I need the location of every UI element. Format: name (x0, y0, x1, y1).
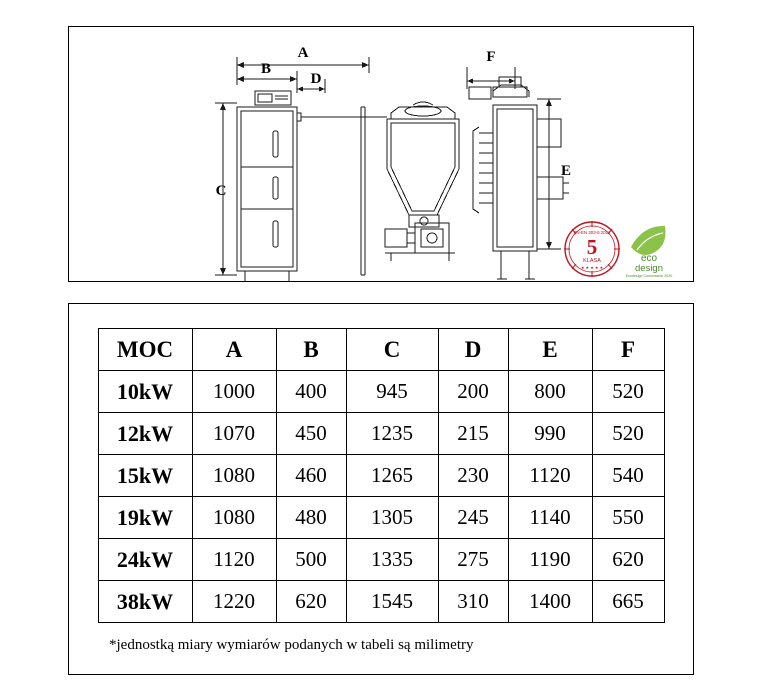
cell-e: 1120 (508, 455, 592, 497)
dimension-label-A: A (297, 45, 309, 61)
row-power-label: 24kW (98, 539, 192, 581)
cell-a: 1080 (192, 455, 276, 497)
cell-f: 665 (592, 581, 664, 623)
cell-c: 1235 (346, 413, 438, 455)
svg-text:KLASA: KLASA (583, 258, 601, 264)
cell-b: 400 (276, 371, 346, 413)
cell-b: 460 (276, 455, 346, 497)
table-header-row (98, 329, 664, 371)
svg-text:★ ★ ★ ★ ★: ★ ★ ★ ★ ★ (580, 265, 604, 270)
column-header-moc: MOC (98, 329, 192, 371)
cell-a: 1220 (192, 581, 276, 623)
cell-e: 990 (508, 413, 592, 455)
cell-f: 520 (592, 413, 664, 455)
cell-b: 620 (276, 581, 346, 623)
column-header-b: B (276, 329, 346, 371)
cell-c: 945 (346, 371, 438, 413)
svg-text:Ecodesign Commission 2020: Ecodesign Commission 2020 (625, 274, 673, 278)
cell-c: 1545 (346, 581, 438, 623)
cell-e: 800 (508, 371, 592, 413)
cell-c: 1335 (346, 539, 438, 581)
cell-a: 1000 (192, 371, 276, 413)
dimension-label-D: D (310, 71, 322, 87)
cell-a: 1070 (192, 413, 276, 455)
svg-text:design: design (635, 263, 663, 274)
cell-f: 520 (592, 371, 664, 413)
cell-d: 200 (438, 371, 508, 413)
table-row (98, 497, 664, 539)
table-row (98, 371, 664, 413)
dimension-label-E: E (560, 163, 572, 179)
dimensions-table (98, 328, 665, 623)
cell-e: 1190 (508, 539, 592, 581)
cell-d: 245 (438, 497, 508, 539)
cell-f: 550 (592, 497, 664, 539)
dimension-label-B: B (260, 61, 272, 77)
cell-b: 450 (276, 413, 346, 455)
cell-f: 540 (592, 455, 664, 497)
dimensions-table-panel (68, 303, 694, 675)
cell-a: 1080 (192, 497, 276, 539)
row-power-label: 10kW (98, 371, 192, 413)
cell-b: 480 (276, 497, 346, 539)
cell-c: 1305 (346, 497, 438, 539)
class-5-seal (564, 221, 620, 277)
table-row (98, 455, 664, 497)
cell-e: 1400 (508, 581, 592, 623)
row-power-label: 12kW (98, 413, 192, 455)
row-power-label: 38kW (98, 581, 192, 623)
svg-text:5: 5 (586, 235, 598, 259)
cell-b: 500 (276, 539, 346, 581)
row-power-label: 15kW (98, 455, 192, 497)
cell-f: 620 (592, 539, 664, 581)
technical-drawing-panel (68, 26, 694, 282)
table-row (98, 539, 664, 581)
cell-d: 215 (438, 413, 508, 455)
column-header-c: C (346, 329, 438, 371)
cell-c: 1265 (346, 455, 438, 497)
ecodesign-leaf-icon (626, 226, 673, 278)
table-footnote: *jednostką miary wymiarów podanych w tabeli są milimetry (109, 637, 474, 653)
column-header-e: E (508, 329, 592, 371)
column-header-d: D (438, 329, 508, 371)
cell-d: 275 (438, 539, 508, 581)
cell-d: 230 (438, 455, 508, 497)
eco-design-badge (559, 217, 687, 279)
cell-e: 1140 (508, 497, 592, 539)
column-header-a: A (192, 329, 276, 371)
dimension-label-F: F (486, 49, 496, 65)
dimension-label-C: C (215, 183, 227, 199)
table-row (98, 413, 664, 455)
svg-text:PN-EN 303-5:2012: PN-EN 303-5:2012 (573, 230, 611, 235)
row-power-label: 19kW (98, 497, 192, 539)
column-header-f: F (592, 329, 664, 371)
cell-d: 310 (438, 581, 508, 623)
svg-text:eco: eco (640, 253, 658, 264)
cell-a: 1120 (192, 539, 276, 581)
table-row (98, 581, 664, 623)
